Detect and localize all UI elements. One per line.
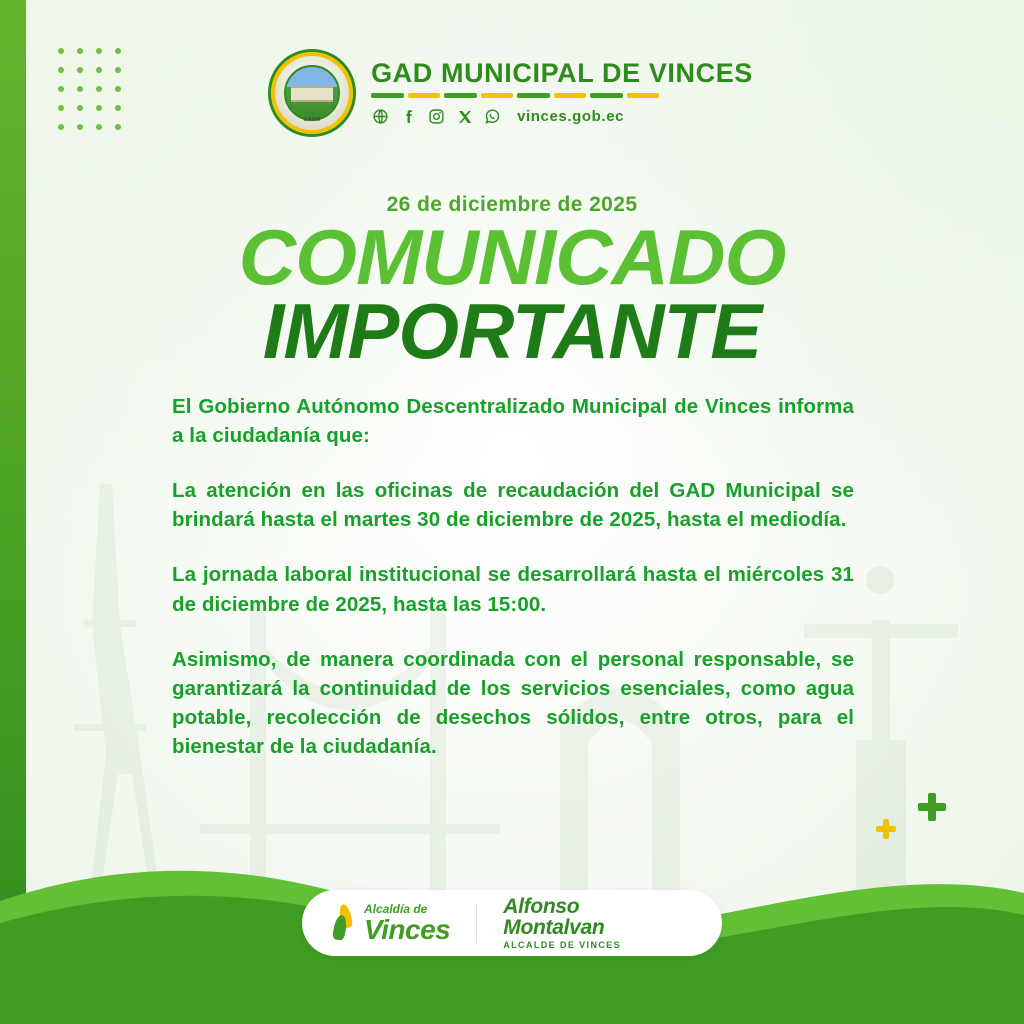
plus-green-icon [918,793,946,821]
poster-header [0,52,1024,134]
page-title [0,213,1024,375]
whatsapp-icon[interactable] [483,107,502,126]
paragraph-work-schedule: La jornada laboral institucional se desarrollará hasta el miércoles 31 de diciembre de 2025, hasta las 15:00. [172,563,854,616]
municipal-crest-icon [271,52,353,134]
social-bar [371,107,753,126]
title-line-2: IMPORTANTE [262,286,762,375]
plus-decoration-group [876,793,946,849]
x-twitter-icon[interactable] [455,107,474,126]
brand-text-block [371,60,753,126]
paragraph-collection-hours: La atención en las oficinas de recaudación del GAD Municipal se brindará hasta el martes 30 de diciembre de 2025, hasta el mediodía. [172,479,854,532]
crest-label: GADM [303,117,321,123]
alcaldia-label: Alcaldía de [364,901,428,916]
mayor-first-name: Alfonso [503,895,580,918]
brand-lockup [271,52,753,134]
logo-divider [476,903,477,943]
announcement-body [172,392,854,761]
facebook-icon[interactable] [399,107,418,126]
leaf-icon [332,904,358,942]
mayor-last-name: Montalvan [503,916,605,939]
mayor-role: ALCALDE DE VINCES [503,940,622,950]
brand-color-rule [371,93,659,98]
mayor-logo [503,896,621,950]
title-line-1: COMUNICADO [238,213,786,301]
paragraph-essential-services: Asimismo, de manera coordinada con el personal responsable, se garantizará la continuidad de los servicios esenciales, como agua potable, recolección de desechos sólidos, entre otros, para el bienestar de la ciudadanía. [172,647,854,758]
publication-date: 26 de diciembre de 2025 [386,193,638,216]
alcaldia-vinces-logo [332,903,450,944]
website-url[interactable]: vinces.gob.ec [517,108,625,125]
instagram-icon[interactable] [427,107,446,126]
paragraph-intro: El Gobierno Autónomo Descentralizado Municipal de Vinces informa a la ciudadanía que: [172,395,854,448]
vinces-label: Vinces [364,913,451,945]
plus-yellow-icon [876,819,896,839]
footer-logo-pill [302,890,722,956]
brand-title: GAD MUNICIPAL DE VINCES [371,58,753,88]
globe-icon[interactable] [371,107,390,126]
